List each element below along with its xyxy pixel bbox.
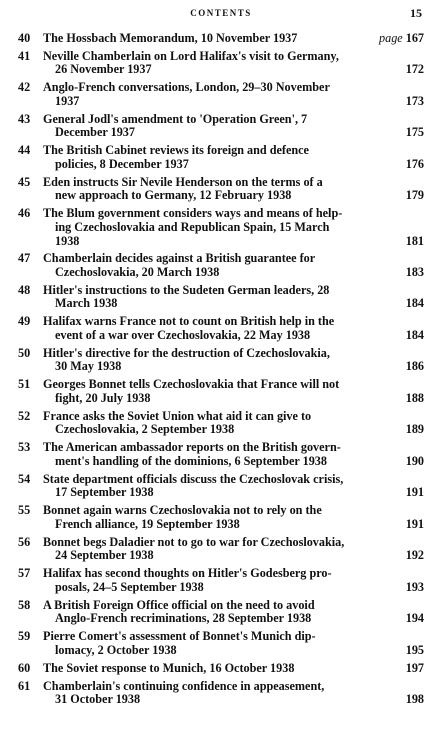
entry-number: 47: [18, 251, 31, 266]
entry-page: [402, 518, 424, 532]
entry-title-line: Halifax warns France not to count on British help in the: [43, 314, 335, 329]
entry-title-line: Czechoslovakia, 2 September 1938: [55, 422, 235, 437]
entry-page-number: 176: [405, 156, 424, 171]
entry-title: [43, 207, 402, 248]
contents-entry: [18, 32, 424, 46]
entry-title-line: fight, 20 July 1938: [55, 390, 151, 405]
entry-title: [43, 680, 402, 707]
entry-number: 46: [18, 206, 31, 221]
entry-page: [402, 235, 424, 249]
entry-page-number: 184: [405, 327, 424, 342]
entry-title: [43, 284, 402, 311]
entry-number: 57: [18, 566, 31, 581]
entry-title-line: Georges Bonnet tells Czechoslovakia that France will not: [43, 377, 340, 392]
entry-page: [402, 612, 424, 626]
entry-title-line: 26 November 1937: [55, 62, 152, 77]
contents-entry: [18, 347, 424, 374]
entry-title-line: Bonnet again warns Czechoslovakia not to rely on the: [43, 503, 322, 518]
entry-number: 42: [18, 80, 31, 95]
entry-number: 45: [18, 174, 31, 189]
entry-title-line: 1937: [55, 93, 80, 108]
entry-title-line: Anglo-French recriminations, 28 September 1938: [55, 611, 312, 626]
entry-page-number: 192: [405, 548, 424, 563]
contents-entry: [18, 378, 424, 405]
entry-title-line: Chamberlain's continuing confidence in appeasement,: [43, 678, 325, 693]
entry-number: 43: [18, 111, 31, 126]
entry-title-line: policies, 8 December 1937: [55, 156, 189, 171]
entry-page-number: 191: [405, 485, 424, 500]
entry-title: [43, 315, 402, 342]
entry-title-line: The American ambassador reports on the British govern-: [43, 440, 341, 455]
entry-page-number: 188: [405, 390, 424, 405]
entry-page-number: 175: [405, 125, 424, 140]
entry-title-line: posals, 24–5 September 1938: [55, 579, 204, 594]
entry-page-number: 191: [405, 516, 424, 531]
entry-title-line: 1938: [55, 233, 80, 248]
entry-title: [43, 630, 402, 657]
entry-title: [43, 144, 402, 171]
entry-title-line: Anglo-French conversations, London, 29–30 November: [43, 80, 330, 95]
entry-title-line: 31 October 1938: [55, 692, 141, 707]
entry-number: 44: [18, 143, 31, 158]
entry-page: [402, 423, 424, 437]
entry-page-number: 173: [405, 93, 424, 108]
page-prefix: page: [379, 31, 403, 45]
contents-entry: [18, 144, 424, 171]
entry-page: [402, 455, 424, 469]
entry-title-line: France asks the Soviet Union what aid it can give to: [43, 408, 312, 423]
entry-title-line: new approach to Germany, 12 February 1938: [55, 188, 292, 203]
entry-title: [43, 347, 402, 374]
entry-page: [402, 126, 424, 140]
contents-entry: [18, 473, 424, 500]
entry-title-line: Chamberlain decides against a British guarantee for: [43, 251, 316, 266]
entry-title-line: 17 September 1938: [55, 485, 154, 500]
entry-title: [43, 504, 402, 531]
entry-title-line: Hitler's instructions to the Sudeten German leaders, 28: [43, 282, 330, 297]
entry-title-line: Halifax has second thoughts on Hitler's Godesberg pro-: [43, 566, 332, 581]
entry-page-number: 194: [405, 611, 424, 626]
contents-entry: [18, 113, 424, 140]
entry-title-line: State department officials discuss the Czechoslovak crisis,: [43, 471, 344, 486]
contents-entry: [18, 50, 424, 77]
contents-entry: [18, 662, 424, 676]
entry-page: [379, 32, 424, 46]
entry-number: 53: [18, 440, 31, 455]
entry-number: 58: [18, 597, 31, 612]
entry-title-line: Eden instructs Sir Nevile Henderson on the terms of a: [43, 174, 323, 189]
entry-page: [402, 266, 424, 280]
entry-title-line: 30 May 1938: [55, 359, 122, 374]
entry-page-number: 186: [405, 359, 424, 374]
entry-title-line: Pierre Comert's assessment of Bonnet's Munich dip-: [43, 629, 316, 644]
entry-title: [43, 662, 402, 676]
entry-title-line: The Hossbach Memorandum, 10 November 1937: [43, 31, 298, 45]
entry-title-line: event of a war over Czechoslovakia, 22 May 1938: [55, 327, 311, 342]
entry-page-number: 195: [405, 642, 424, 657]
entry-page-number: 190: [405, 453, 424, 468]
entry-page: [402, 63, 424, 77]
entry-page-number: 167: [405, 31, 424, 45]
contents-list: [18, 32, 424, 707]
entry-number: 54: [18, 471, 31, 486]
entry-page-number: 181: [405, 233, 424, 248]
entry-title-line: General Jodl's amendment to 'Operation Green', 7: [43, 111, 308, 126]
entry-title: [43, 113, 402, 140]
contents-entry: [18, 207, 424, 248]
page-header: [18, 6, 424, 22]
contents-entry: [18, 441, 424, 468]
entry-page-number: 183: [405, 264, 424, 279]
entry-page: [402, 486, 424, 500]
running-head: CONTENTS: [190, 8, 252, 18]
entry-page: [402, 392, 424, 406]
entry-page-number: 198: [405, 692, 424, 707]
entry-number: 59: [18, 629, 31, 644]
entry-title-line: Czechoslovakia, 20 March 1938: [55, 264, 220, 279]
entry-number: 51: [18, 377, 31, 392]
entry-page-number: 197: [405, 660, 424, 675]
entry-title: [43, 473, 402, 500]
entry-title-line: Neville Chamberlain on Lord Halifax's visit to Germany,: [43, 48, 339, 63]
contents-entry: [18, 630, 424, 657]
contents-entry: [18, 252, 424, 279]
contents-entry: [18, 284, 424, 311]
entry-title-line: French alliance, 19 September 1938: [55, 516, 240, 531]
entry-title-line: The Soviet response to Munich, 16 October 1938: [43, 660, 295, 675]
entry-page: [402, 158, 424, 172]
entry-page: [402, 581, 424, 595]
entry-page: [402, 662, 424, 676]
entry-title: [43, 81, 402, 108]
entry-title-line: ment's handling of the dominions, 6 September 1938: [55, 453, 327, 468]
entry-title-line: 24 September 1938: [55, 548, 154, 563]
entry-title: [43, 252, 402, 279]
entry-page-number: 184: [405, 296, 424, 311]
entry-title-line: The Blum government considers ways and means of help-: [43, 206, 343, 221]
entry-page: [402, 95, 424, 109]
contents-entry: [18, 81, 424, 108]
entry-number: 52: [18, 408, 31, 423]
entry-title: [43, 32, 379, 46]
entry-page-number: 179: [405, 188, 424, 203]
entry-page-number: 193: [405, 579, 424, 594]
entry-title-line: Bonnet begs Daladier not to go to war for Czechoslovakia,: [43, 534, 345, 549]
entry-page: [402, 693, 424, 707]
contents-entry: [18, 567, 424, 594]
contents-entry: [18, 680, 424, 707]
entry-page: [402, 189, 424, 203]
entry-title: [43, 536, 402, 563]
entry-title-line: lomacy, 2 October 1938: [55, 642, 177, 657]
contents-entry: [18, 315, 424, 342]
contents-entry: [18, 176, 424, 203]
entry-page-number: 189: [405, 422, 424, 437]
entry-page: [402, 549, 424, 563]
entry-title: [43, 50, 402, 77]
entry-number: 56: [18, 534, 31, 549]
entry-number: 40: [18, 31, 31, 45]
entry-title-line: The British Cabinet reviews its foreign and defence: [43, 143, 309, 158]
entry-title: [43, 378, 402, 405]
entry-number: 55: [18, 503, 31, 518]
entry-page-number: 172: [405, 62, 424, 77]
entry-title-line: Hitler's directive for the destruction of Czechoslovakia,: [43, 345, 330, 360]
entry-title: [43, 176, 402, 203]
entry-number: 50: [18, 345, 31, 360]
entry-number: 49: [18, 314, 31, 329]
entry-title: [43, 441, 402, 468]
entry-title-line: March 1938: [55, 296, 118, 311]
entry-page: [402, 297, 424, 311]
entry-page: [402, 360, 424, 374]
entry-number: 61: [18, 678, 31, 693]
entry-title-line: ing Czechoslovakia and Republican Spain, 15 March: [55, 219, 330, 234]
entry-number: 48: [18, 282, 31, 297]
entry-title-line: A British Foreign Office official on the need to avoid: [43, 597, 315, 612]
entry-title: [43, 567, 402, 594]
page-number: 15: [410, 6, 422, 20]
contents-entry: [18, 599, 424, 626]
contents-entry: [18, 536, 424, 563]
contents-entry: [18, 504, 424, 531]
entry-title-line: December 1937: [55, 125, 135, 140]
entry-number: 60: [18, 660, 31, 675]
entry-number: 41: [18, 48, 31, 63]
entry-page: [402, 329, 424, 343]
entry-title: [43, 410, 402, 437]
contents-entry: [18, 410, 424, 437]
entry-title: [43, 599, 402, 626]
entry-page: [402, 644, 424, 658]
